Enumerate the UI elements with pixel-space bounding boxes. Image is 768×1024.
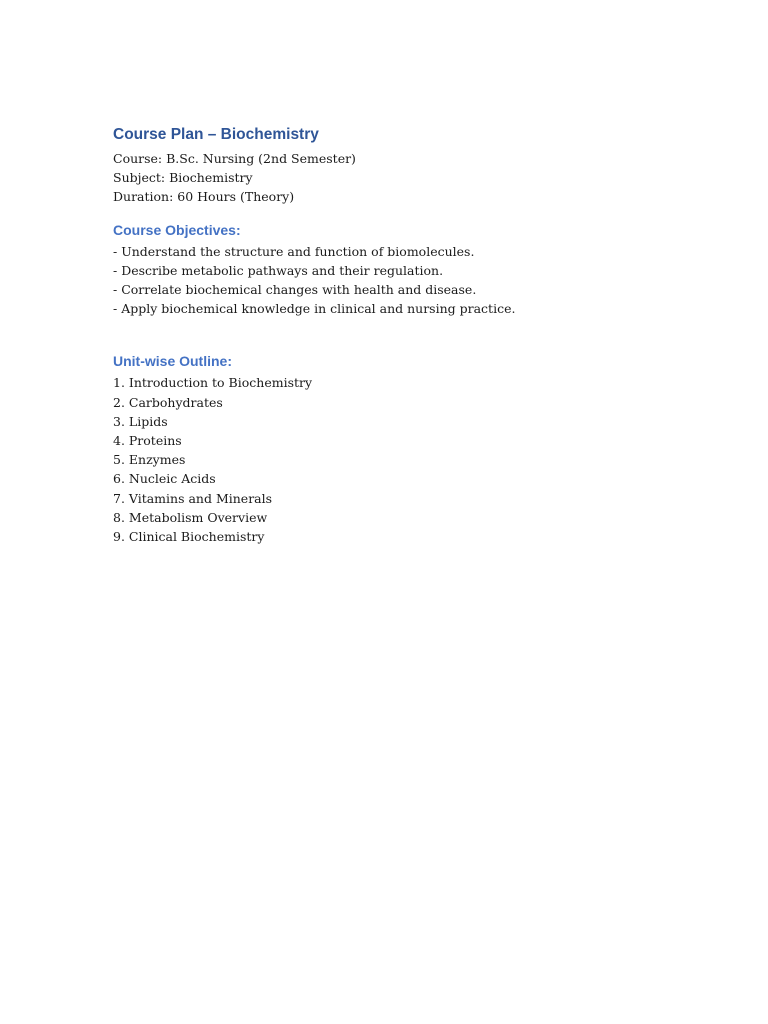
objective-item: - Describe metabolic pathways and their regulation.: [113, 262, 444, 278]
objectives-heading: Course Objectives:: [113, 221, 241, 238]
document-page: [113, 125, 713, 546]
objective-item: - Correlate biochemical changes with health and disease.: [113, 282, 477, 298]
objective-item: - Understand the structure and function of biomolecules.: [113, 243, 475, 259]
unit-item: 5. Enzymes: [113, 452, 186, 468]
course-line: Course: B.Sc. Nursing (2nd Semester): [113, 151, 356, 166]
document-title: Course Plan – Biochemistry: [113, 126, 319, 143]
objective-item: - Apply biochemical knowledge in clinical and nursing practice.: [113, 301, 516, 317]
unit-list: [113, 373, 713, 546]
objectives-list: [113, 242, 713, 319]
subject-line: Subject: Biochemistry: [113, 170, 253, 186]
unit-item: 1. Introduction to Biochemistry: [113, 375, 313, 391]
duration-line: Duration: 60 Hours (Theory): [113, 189, 295, 205]
unit-item: 4. Proteins: [113, 433, 182, 449]
unit-item: 6. Nucleic Acids: [113, 471, 216, 487]
unit-item: 3. Lipids: [113, 413, 168, 429]
course-meta: [113, 149, 713, 207]
outline-heading: Unit-wise Outline:: [113, 353, 232, 370]
unit-item: 2. Carbohydrates: [113, 394, 223, 410]
unit-item: 8. Metabolism Overview: [113, 509, 268, 525]
unit-item: 9. Clinical Biochemistry: [113, 529, 265, 545]
unit-item: 7. Vitamins and Minerals: [113, 490, 273, 506]
